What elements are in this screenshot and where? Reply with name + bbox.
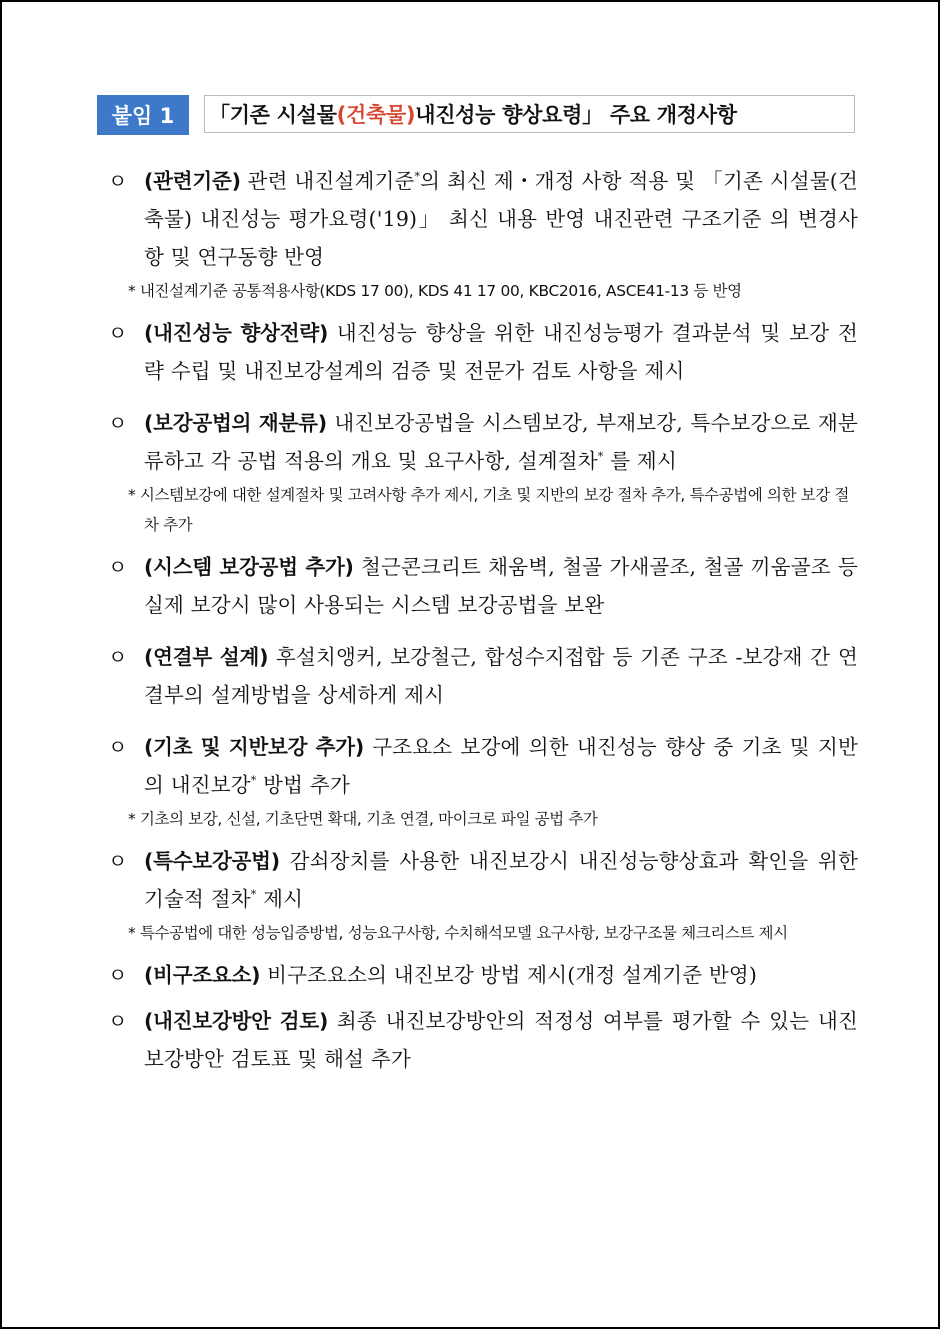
item-note: * 시스템보강에 대한 설계절차 및 고려사항 추가 제시, 기초 및 지반의 보강 절차 추가, 특수공법에 의한 보강 절차 추가: [128, 486, 850, 534]
item-body: 최종 내진보강방안의 적정성 여부를 평가할 수 있는 내진보강방안 검토표 및 해설 추가: [144, 1009, 858, 1071]
item-note: * 내진설계기준 공통적용사항(KDS 17 00), KDS 41 17 00, KBC2016, ASCE41-13 등 반영: [128, 282, 742, 300]
item-text: [144, 548, 858, 624]
item-body: 감쇠장치를 사용한 내진보강시 내진성능향상효과 확인을 위한 기술적 절차: [144, 849, 858, 911]
footnote-mark: *: [597, 450, 604, 464]
list-item: [108, 956, 858, 994]
bullet-icon: ㅇ: [108, 555, 128, 579]
item-text: [144, 842, 858, 918]
bullet-icon: ㅇ: [108, 411, 128, 435]
item-body: 후설치앵커, 보강철근, 합성수지접합 등 기존 구조 -보강재 간 연결부의 설계방법을 상세하게 제시: [144, 645, 858, 707]
list-item: [108, 162, 858, 276]
item-keyword: (시스템 보강공법 추가): [144, 555, 354, 579]
list-item: [108, 1002, 858, 1078]
item-text: [144, 1002, 858, 1078]
list-item: [108, 314, 858, 390]
item-body-cont: 의 최신 제・개정 사항 적용 및 「기존 시설물(건축물) 내진성능 평가요령('19)」 최신 내용 반영 내진관련 구조기준 의 변경사항 및 연구동향 반영: [144, 169, 858, 269]
footnote-mark: *: [414, 170, 421, 184]
item-keyword: (연결부 설계): [144, 645, 269, 669]
item-keyword: (내진보강방안 검토): [144, 1009, 329, 1033]
bullet-icon: ㅇ: [108, 1009, 128, 1033]
document-header: [97, 95, 857, 135]
item-body: 비구조요소의 내진보강 방법 제시(개정 설계기준 반영): [260, 963, 758, 987]
item-body: 내진성능 향상을 위한 내진성능평가 결과분석 및 보강 전략 수립 및 내진보강설계의 검증 및 전문가 검토 사항을 제시: [144, 321, 858, 383]
item-text: [144, 404, 858, 480]
bullet-icon: ㅇ: [108, 169, 128, 193]
document-title: [204, 95, 855, 133]
list-item: [108, 638, 858, 714]
item-body: 내진보강공법을 시스템보강, 부재보강, 특수보강으로 재분류하고 각 공법 적용의 개요 및 요구사항, 설계절차: [144, 411, 858, 473]
item-body: 구조요소 보강에 의한 내진성능 향상 중 기초 및 지반의 내진보강: [144, 735, 859, 797]
item-keyword: (관련기준): [144, 169, 241, 193]
item-body-cont: 제시: [256, 887, 304, 911]
list-item: [108, 842, 858, 918]
item-note: * 특수공법에 대한 성능입증방법, 성능요구사항, 수치해석모델 요구사항, 보강구조물 체크리스트 제시: [128, 924, 788, 942]
item-text: [144, 956, 858, 994]
bullet-icon: ㅇ: [108, 645, 128, 669]
item-text: [144, 638, 858, 714]
item-keyword: (내진성능 향상전략): [144, 321, 329, 345]
item-body-cont: 를 제시: [603, 449, 677, 473]
footnote-mark: *: [250, 774, 257, 788]
item-text: [144, 728, 858, 804]
title-highlight: (건축물): [336, 103, 416, 127]
title-prefix: 「기존 시설물: [209, 103, 337, 127]
item-note: * 기초의 보강, 신설, 기초단면 확대, 기초 연결, 마이크로 파일 공법 추가: [128, 810, 598, 828]
item-body: 철근콘크리트 채움벽, 철골 가새골조, 철골 끼움골조 등 실제 보강시 많이 사용되는 시스템 보강공법을 보완: [144, 555, 858, 617]
revision-list: [108, 162, 858, 1078]
item-keyword: (기초 및 지반보강 추가): [144, 735, 365, 759]
item-body-cont: 방법 추가: [256, 773, 350, 797]
list-item: [108, 548, 858, 624]
list-item: [108, 404, 858, 480]
footnote-mark: *: [250, 888, 257, 902]
title-suffix: 내진성능 향상요령」 주요 개정사항: [415, 103, 737, 127]
item-text: [144, 162, 858, 276]
item-body: 관련 내진설계기준: [240, 169, 415, 193]
item-text: [144, 314, 858, 390]
bullet-icon: ㅇ: [108, 735, 128, 759]
list-item: [108, 728, 858, 804]
attachment-badge: 붙임 1: [97, 95, 189, 135]
item-keyword: (보강공법의 재분류): [144, 411, 327, 435]
item-keyword: (특수보강공법): [144, 849, 280, 873]
item-keyword: (비구조요소): [144, 963, 261, 987]
bullet-icon: ㅇ: [108, 849, 128, 873]
bullet-icon: ㅇ: [108, 321, 128, 345]
bullet-icon: ㅇ: [108, 963, 128, 987]
